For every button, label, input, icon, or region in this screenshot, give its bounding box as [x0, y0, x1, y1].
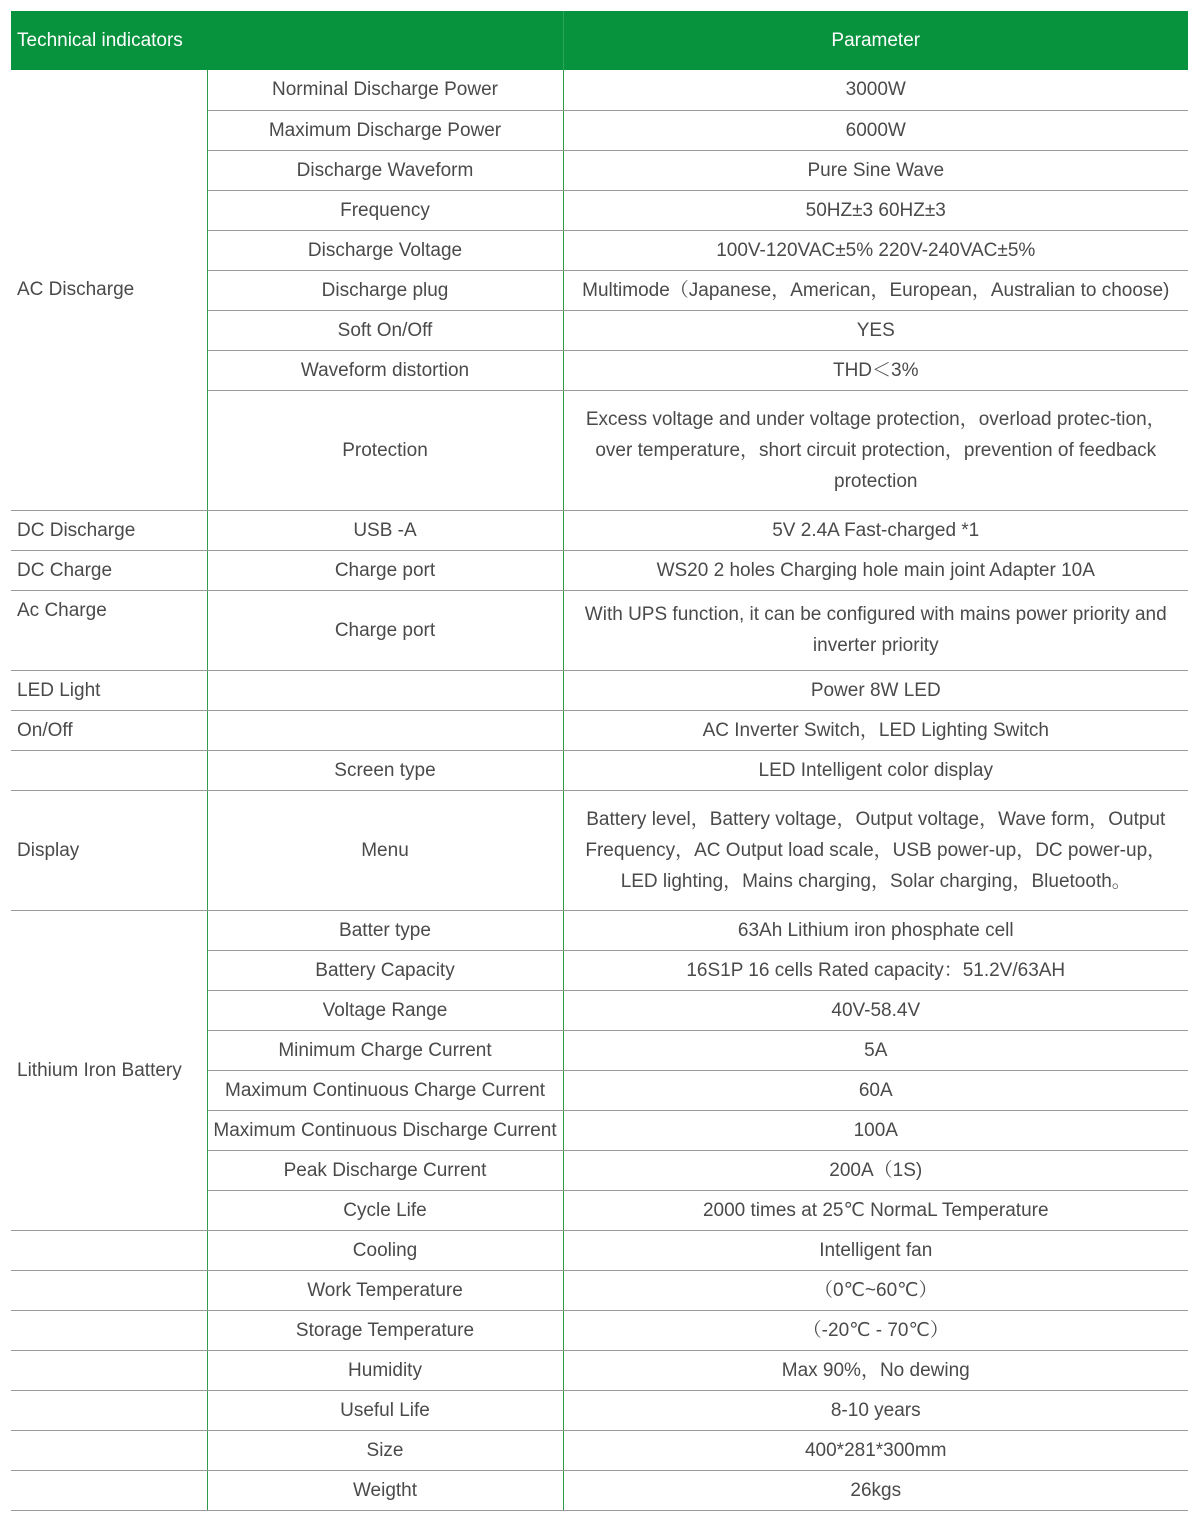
category-cell: Ac Charge [11, 590, 207, 670]
value-cell: 16S1P 16 cells Rated capacity：51.2V/63AH [563, 950, 1188, 990]
category-cell [11, 1230, 207, 1270]
category-cell [11, 1270, 207, 1310]
item-cell: Maximum Discharge Power [207, 110, 563, 150]
item-cell [207, 670, 563, 710]
category-cell: DC Discharge [11, 510, 207, 550]
table-row [11, 1270, 1188, 1310]
table-row [11, 510, 1188, 550]
item-cell: Discharge plug [207, 270, 563, 310]
value-cell: YES [563, 310, 1188, 350]
value-cell: 2000 times at 25℃ NormaL Temperature [563, 1190, 1188, 1230]
value-cell: 6000W [563, 110, 1188, 150]
value-cell: 50HZ±3 60HZ±3 [563, 190, 1188, 230]
item-cell: Menu [207, 790, 563, 910]
item-cell: Peak Discharge Current [207, 1150, 563, 1190]
item-cell: Norminal Discharge Power [207, 70, 563, 110]
item-cell: USB -A [207, 510, 563, 550]
table-row [11, 590, 1188, 670]
value-cell: THD＜3% [563, 350, 1188, 390]
value-cell: 26kgs [563, 1470, 1188, 1510]
item-cell: Waveform distortion [207, 350, 563, 390]
table-row [11, 710, 1188, 750]
value-cell: With UPS function, it can be configured with mains power priority and inverter priority [563, 590, 1188, 670]
item-cell: Battery Capacity [207, 950, 563, 990]
spec-table [11, 11, 1188, 1511]
header-parameter: Parameter [563, 11, 1188, 70]
table-row [11, 750, 1188, 790]
item-cell: Soft On/Off [207, 310, 563, 350]
value-cell: 200A（1S) [563, 1150, 1188, 1190]
category-cell: DC Charge [11, 550, 207, 590]
table-row [11, 1350, 1188, 1390]
header-technical-indicators: Technical indicators [11, 11, 563, 70]
value-cell: Battery level，Battery voltage，Output voltage，Wave form，Output Frequency，AC Output load scale，USB power-up，DC power-up，LED lighting，Mains charging，Solar charging，Bluetooth。 [563, 790, 1188, 910]
table-row [11, 670, 1188, 710]
value-cell: 3000W [563, 70, 1188, 110]
category-cell: LED Light [11, 670, 207, 710]
category-cell: AC Discharge [11, 70, 207, 510]
value-cell: 8-10 years [563, 1390, 1188, 1430]
category-cell: Lithium Iron Battery [11, 910, 207, 1230]
value-cell: LED Intelligent color display [563, 750, 1188, 790]
value-cell: Power 8W LED [563, 670, 1188, 710]
item-cell: Maximum Continuous Discharge Current [207, 1110, 563, 1150]
table-row [11, 1310, 1188, 1350]
value-cell: 40V-58.4V [563, 990, 1188, 1030]
item-cell: Screen type [207, 750, 563, 790]
category-cell [11, 750, 207, 790]
item-cell: Protection [207, 390, 563, 510]
item-cell: Size [207, 1430, 563, 1470]
value-cell: AC Inverter Switch，LED Lighting Switch [563, 710, 1188, 750]
table-row [11, 1390, 1188, 1430]
item-cell: Charge port [207, 590, 563, 670]
table-row [11, 790, 1188, 910]
value-cell: 60A [563, 1070, 1188, 1110]
item-cell: Useful Life [207, 1390, 563, 1430]
value-cell: Intelligent fan [563, 1230, 1188, 1270]
item-cell: Weigtht [207, 1470, 563, 1510]
item-cell: Discharge Voltage [207, 230, 563, 270]
item-cell: Charge port [207, 550, 563, 590]
item-cell: Humidity [207, 1350, 563, 1390]
value-cell: Multimode（Japanese，American，European，Australian to choose) [563, 270, 1188, 310]
table-row [11, 70, 1188, 110]
item-cell: Maximum Continuous Charge Current [207, 1070, 563, 1110]
item-cell: Storage Temperature [207, 1310, 563, 1350]
category-cell: Display [11, 790, 207, 910]
value-cell: 63Ah Lithium iron phosphate cell [563, 910, 1188, 950]
table-row [11, 910, 1188, 950]
item-cell [207, 710, 563, 750]
category-cell [11, 1310, 207, 1350]
value-cell: 5A [563, 1030, 1188, 1070]
table-row [11, 1470, 1188, 1510]
value-cell: 100A [563, 1110, 1188, 1150]
value-cell: 400*281*300mm [563, 1430, 1188, 1470]
item-cell: Batter type [207, 910, 563, 950]
item-cell: Discharge Waveform [207, 150, 563, 190]
item-cell: Cooling [207, 1230, 563, 1270]
value-cell: Pure Sine Wave [563, 150, 1188, 190]
table-row [11, 550, 1188, 590]
table-row [11, 1430, 1188, 1470]
value-cell: （-20℃ - 70℃） [563, 1310, 1188, 1350]
value-cell: （0℃~60℃） [563, 1270, 1188, 1310]
value-cell: WS20 2 holes Charging hole main joint Adapter 10A [563, 550, 1188, 590]
category-cell [11, 1430, 207, 1470]
value-cell: Excess voltage and under voltage protection，overload protec-tion，over temperature，short circuit protection，prevention of feedback protection [563, 390, 1188, 510]
header-row [11, 11, 1188, 70]
item-cell: Work Temperature [207, 1270, 563, 1310]
category-cell [11, 1470, 207, 1510]
item-cell: Frequency [207, 190, 563, 230]
table-row [11, 1230, 1188, 1270]
category-cell [11, 1390, 207, 1430]
category-cell [11, 1350, 207, 1390]
category-cell: On/Off [11, 710, 207, 750]
spec-table-body [11, 70, 1188, 1510]
item-cell: Voltage Range [207, 990, 563, 1030]
item-cell: Cycle Life [207, 1190, 563, 1230]
item-cell: Minimum Charge Current [207, 1030, 563, 1070]
value-cell: 100V-120VAC±5% 220V-240VAC±5% [563, 230, 1188, 270]
value-cell: Max 90%，No dewing [563, 1350, 1188, 1390]
value-cell: 5V 2.4A Fast-charged *1 [563, 510, 1188, 550]
